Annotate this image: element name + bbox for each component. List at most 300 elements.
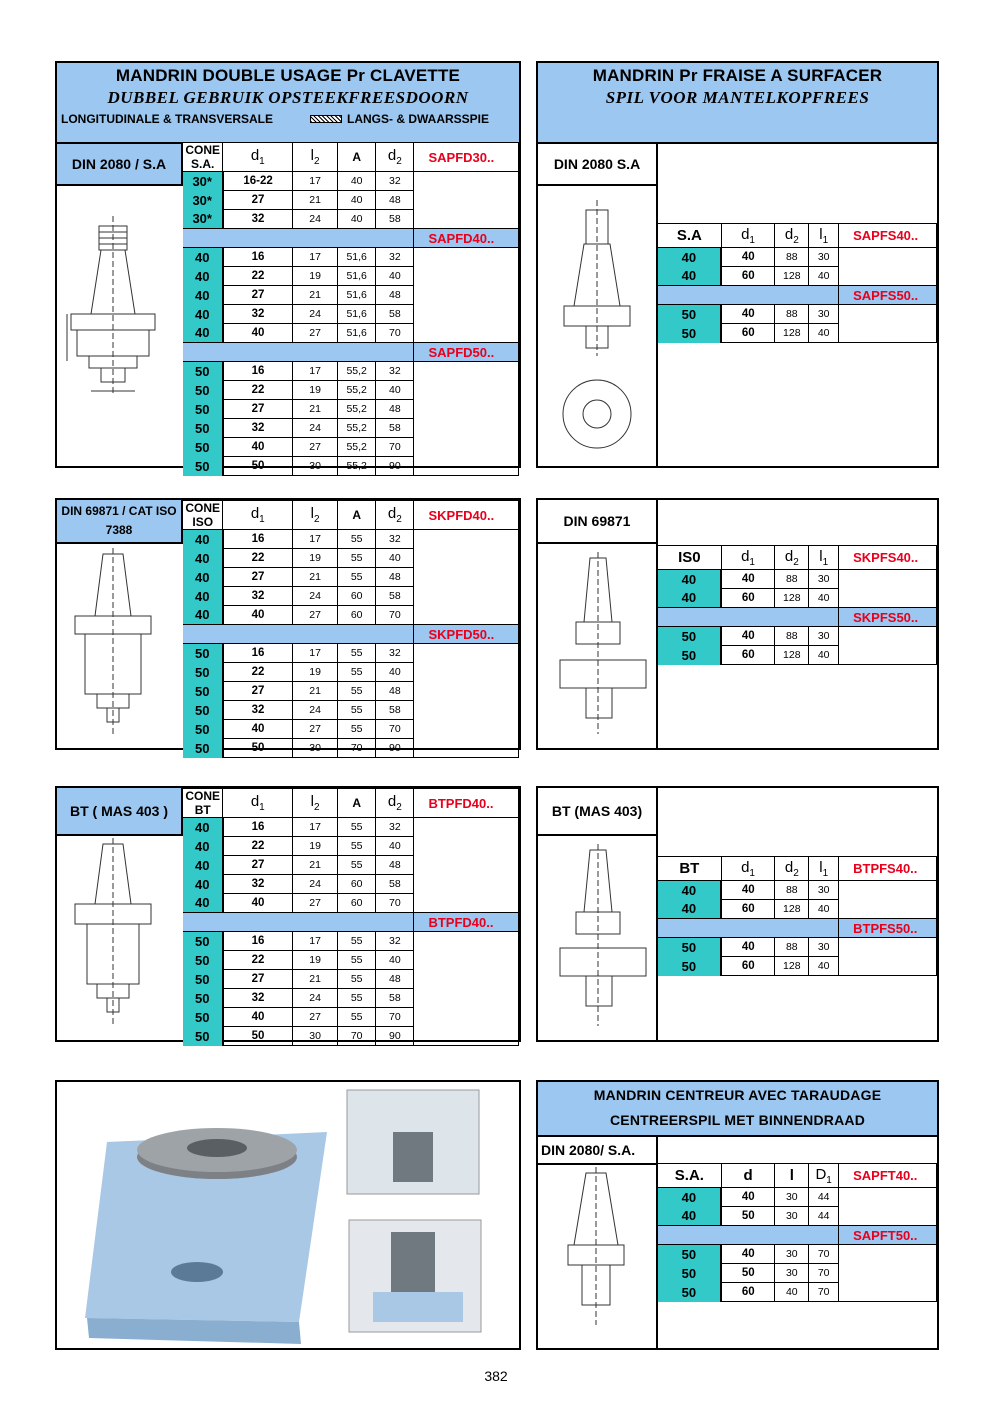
panel-header [57,63,519,144]
col-D1: $D_1$ [809,1164,839,1188]
cone-cell: 40 [183,856,223,875]
value-cell: 51,6 [338,267,376,286]
value-cell: 24 [293,587,338,606]
table-btpfs [657,856,937,976]
value-cell: 40 [338,172,376,191]
cone-cell: 50 [183,419,223,438]
product-code: SAPFD40.. [414,229,519,248]
empty-cell [839,881,937,919]
value-cell: 40 [809,957,839,976]
col-header: CONE BT [183,789,223,818]
cone-cell: 40 [183,248,223,267]
value-cell: 17 [293,530,338,549]
table-row [183,530,519,549]
cone-cell: 40 [183,606,223,625]
d1-cell: 27 [223,970,293,989]
value-cell: 55 [338,951,376,970]
d1-cell: 50 [223,457,293,476]
value-cell: 58 [376,305,414,324]
col-header: A [338,501,376,530]
table-row [183,932,519,951]
d1-cell: 32 [223,989,293,1008]
cone-cell: 50 [183,989,223,1008]
value-cell: 24 [293,701,338,720]
table-row [658,627,937,646]
cone-cell: 50 [183,1027,223,1046]
group-separator [183,913,414,932]
table-row [658,1188,937,1207]
value-cell: 40 [376,267,414,286]
d1-cell: 50 [721,1264,775,1283]
cone-cell: 30* [183,172,223,191]
note-right: LANGS- & DWAARSSPIE [347,112,490,126]
value-cell: 19 [293,837,338,856]
value-cell: 48 [376,286,414,305]
col-header: d [721,1164,775,1188]
product-code: SAPFS50.. [839,286,937,305]
table-row [658,938,937,957]
value-cell: 24 [293,210,338,229]
value-cell: 58 [376,701,414,720]
cone-cell: 30* [183,210,223,229]
value-cell: 27 [293,720,338,739]
value-cell: 70 [376,606,414,625]
value-cell: 40 [809,267,839,286]
value-cell: 58 [376,989,414,1008]
d1-cell: 16 [223,248,293,267]
col-header: S.A [658,224,722,248]
value-cell: 55,2 [338,438,376,457]
value-cell: 90 [376,739,414,758]
product-code: SAPFT40.. [839,1164,937,1188]
value-cell: 55 [338,837,376,856]
col-d2: $d_2$ [775,857,809,881]
value-cell: 19 [293,663,338,682]
d1-cell: 22 [223,951,293,970]
cone-cell: 40 [658,1207,722,1226]
d1-cell: 32 [223,419,293,438]
cone-cell: 50 [183,739,223,758]
value-cell: 55 [338,549,376,568]
group-separator [183,229,414,248]
panel-header [538,1082,937,1137]
panel-subtitle: DUBBEL GEBRUIK OPSTEEKFREESDOORN [107,88,469,107]
empty-cell [839,1188,937,1226]
d1-cell: 22 [223,381,293,400]
spec-label: BT (MAS 403) [538,788,658,836]
value-cell: 55 [338,1008,376,1027]
table-row [183,644,519,663]
value-cell: 21 [293,286,338,305]
value-cell: 21 [293,970,338,989]
col-d2: $d_2$ [775,224,809,248]
table-row [658,881,937,900]
cone-cell: 50 [658,1264,722,1283]
value-cell: 48 [376,682,414,701]
cone-cell: 40 [183,286,223,305]
cone-cell: 50 [658,324,722,343]
cone-cell: 40 [658,248,722,267]
empty-cell [839,305,937,343]
value-cell: 27 [293,1008,338,1027]
value-cell: 27 [293,438,338,457]
cone-cell: 40 [658,267,722,286]
value-cell: 30 [775,1245,809,1264]
col-d2: $d_2$ [376,143,414,172]
col-header: CONE S.A. [183,143,223,172]
product-code: BTPFD40.. [414,789,519,818]
d1-cell: 60 [721,900,775,919]
value-cell: 55 [338,932,376,951]
d1-cell: 22 [223,663,293,682]
col-header: l [775,1164,809,1188]
cone-cell: 30* [183,191,223,210]
spec-label: BT ( MAS 403 ) [57,788,183,836]
page-number: 382 [484,1368,508,1384]
value-cell: 128 [775,324,809,343]
col-l1: $l_1$ [809,546,839,570]
product-code: BTPFD40.. [414,913,519,932]
value-cell: 40 [809,900,839,919]
value-cell: 128 [775,589,809,608]
value-cell: 30 [809,305,839,324]
cone-cell: 40 [183,267,223,286]
table-row [658,1245,937,1264]
cone-cell: 50 [183,381,223,400]
empty-cell [839,248,937,286]
cone-cell: 40 [183,875,223,894]
value-cell: 88 [775,938,809,957]
value-cell: 88 [775,305,809,324]
group-separator [183,343,414,362]
product-code: SKPFS50.. [839,608,937,627]
hatch-icon [310,115,342,123]
value-cell: 30 [775,1264,809,1283]
value-cell: 128 [775,957,809,976]
tool-drawing [57,836,183,1040]
value-cell: 32 [376,932,414,951]
cone-cell: 40 [183,587,223,606]
value-cell: 55 [338,568,376,587]
value-cell: 30 [293,739,338,758]
value-cell: 55 [338,856,376,875]
d1-cell: 40 [721,627,775,646]
tool-drawing [538,836,658,1040]
d1-cell: 40 [721,938,775,957]
d1-cell: 16 [223,818,293,837]
cone-cell: 40 [183,530,223,549]
table-row [658,248,937,267]
product-code: SKPFD40.. [414,501,519,530]
value-cell: 30 [293,457,338,476]
d1-cell: 22 [223,837,293,856]
col-d2: $d_2$ [775,546,809,570]
value-cell: 55 [338,644,376,663]
value-cell: 55 [338,530,376,549]
value-cell: 51,6 [338,286,376,305]
value-cell: 88 [775,627,809,646]
table-skpfs [657,545,937,665]
col-d1: $d_1$ [721,546,775,570]
d1-cell: 27 [223,568,293,587]
value-cell: 40 [376,381,414,400]
product-code: BTPFS40.. [839,857,937,881]
d1-cell: 50 [721,1207,775,1226]
product-code: SAPFD50.. [414,343,519,362]
value-cell: 128 [775,646,809,665]
value-cell: 88 [775,570,809,589]
value-cell: 70 [376,894,414,913]
cone-cell: 50 [183,438,223,457]
d1-cell: 27 [223,400,293,419]
value-cell: 51,6 [338,248,376,267]
panel-title: MANDRIN DOUBLE USAGE Pr CLAVETTE [115,66,461,85]
value-cell: 30 [809,938,839,957]
value-cell: 30 [293,1027,338,1046]
d1-cell: 60 [721,324,775,343]
d1-cell: 32 [223,587,293,606]
spec-label: DIN 69871 [538,500,658,544]
cone-cell: 50 [658,1245,722,1264]
col-d1: $d_1$ [223,501,293,530]
value-cell: 40 [809,646,839,665]
d1-cell: 40 [721,1188,775,1207]
value-cell: 24 [293,875,338,894]
col-d1: $d_1$ [223,143,293,172]
value-cell: 32 [376,818,414,837]
product-code: SKPFD50.. [414,625,519,644]
d1-cell: 40 [223,1008,293,1027]
value-cell: 40 [376,837,414,856]
value-cell: 58 [376,587,414,606]
value-cell: 55 [338,970,376,989]
value-cell: 88 [775,881,809,900]
value-cell: 21 [293,856,338,875]
table-row [183,248,519,267]
value-cell: 30 [809,881,839,900]
value-cell: 48 [376,568,414,587]
tool-drawing [538,544,658,748]
value-cell: 55,2 [338,381,376,400]
value-cell: 32 [376,248,414,267]
empty-cell [414,172,519,229]
value-cell: 70 [376,438,414,457]
d1-cell: 40 [223,894,293,913]
value-cell: 70 [809,1245,839,1264]
value-cell: 70 [338,1027,376,1046]
spec-label: DIN 2080/ S.A. [538,1137,658,1165]
value-cell: 17 [293,248,338,267]
value-cell: 90 [376,1027,414,1046]
table-sapft [657,1163,937,1302]
empty-cell [414,248,519,343]
value-cell: 55 [338,663,376,682]
cone-cell: 50 [183,644,223,663]
d1-cell: 60 [721,1283,775,1302]
value-cell: 60 [338,894,376,913]
value-cell: 40 [376,549,414,568]
value-cell: 48 [376,856,414,875]
value-cell: 30 [809,248,839,267]
value-cell: 90 [376,457,414,476]
col-d1: $d_1$ [223,789,293,818]
d1-cell: 40 [223,438,293,457]
cone-cell: 40 [183,818,223,837]
value-cell: 40 [809,324,839,343]
cone-cell: 50 [183,720,223,739]
d1-cell: 40 [223,720,293,739]
spec-label: DIN 69871 / CAT ISO 7388 [57,500,183,544]
col-d2: $d_2$ [376,789,414,818]
empty-cell [414,932,519,1046]
value-cell: 51,6 [338,324,376,343]
cone-cell: 50 [658,646,722,665]
col-l2: $l_2$ [293,143,338,172]
empty-cell [839,570,937,608]
value-cell: 17 [293,818,338,837]
value-cell: 55,2 [338,419,376,438]
empty-cell [414,644,519,758]
col-d1: $d_1$ [721,857,775,881]
group-separator [183,625,414,644]
value-cell: 40 [338,210,376,229]
table-row [183,172,519,191]
value-cell: 32 [376,530,414,549]
panel-title: MANDRIN Pr FRAISE A SURFACER [592,66,883,85]
value-cell: 21 [293,400,338,419]
value-cell: 128 [775,267,809,286]
table-row [658,570,937,589]
col-d2: $d_2$ [376,501,414,530]
value-cell: 21 [293,191,338,210]
value-cell: 24 [293,989,338,1008]
cone-cell: 40 [658,570,722,589]
cone-cell: 40 [658,589,722,608]
cone-cell: 50 [658,305,722,324]
product-code: SKPFS40.. [839,546,937,570]
table-skpfd [182,500,519,758]
d1-cell: 32 [223,701,293,720]
value-cell: 55 [338,682,376,701]
value-cell: 70 [809,1264,839,1283]
value-cell: 27 [293,606,338,625]
value-cell: 21 [293,682,338,701]
d1-cell: 32 [223,210,293,229]
note-left: LONGITUDINALE & TRANSVERSALE [61,112,274,126]
col-l2: $l_2$ [293,789,338,818]
value-cell: 30 [809,627,839,646]
cone-cell: 50 [658,627,722,646]
product-code: SAPFT50.. [839,1226,937,1245]
d1-cell: 32 [223,875,293,894]
d1-cell: 22 [223,267,293,286]
d1-cell: 40 [721,305,775,324]
cone-cell: 40 [183,568,223,587]
value-cell: 17 [293,172,338,191]
tool-drawing [57,544,183,748]
table-row [183,818,519,837]
col-header: CONE ISO [183,501,223,530]
d1-cell: 40 [721,1245,775,1264]
d1-cell: 40 [721,881,775,900]
value-cell: 27 [293,324,338,343]
value-cell: 30 [809,570,839,589]
spec-label: DIN 2080 / S.A [57,144,183,186]
value-cell: 40 [809,589,839,608]
empty-cell [839,938,937,976]
cone-cell: 40 [658,1188,722,1207]
d1-cell: 40 [721,570,775,589]
group-separator [658,1226,839,1245]
value-cell: 17 [293,362,338,381]
tool-drawing [57,186,183,466]
cone-cell: 50 [183,362,223,381]
d1-cell: 16 [223,362,293,381]
d1-cell: 60 [721,267,775,286]
d1-cell: 16 [223,644,293,663]
d1-cell: 16 [223,932,293,951]
value-cell: 51,6 [338,305,376,324]
panel-header [538,63,937,144]
product-code: SAPFS40.. [839,224,937,248]
col-header: A [338,143,376,172]
group-separator [658,608,839,627]
cone-cell: 50 [183,951,223,970]
d1-cell: 50 [223,1027,293,1046]
value-cell: 55,2 [338,362,376,381]
value-cell: 21 [293,568,338,587]
col-l2: $l_2$ [293,501,338,530]
value-cell: 44 [809,1188,839,1207]
value-cell: 55 [338,701,376,720]
panel-title: MANDRIN CENTREUR AVEC TARAUDAGE [593,1087,882,1103]
tool-drawing [538,186,658,466]
value-cell: 19 [293,267,338,286]
cone-cell: 50 [183,932,223,951]
value-cell: 55 [338,818,376,837]
empty-cell [839,627,937,665]
cone-cell: 50 [183,400,223,419]
value-cell: 58 [376,419,414,438]
value-cell: 30 [775,1207,809,1226]
value-cell: 24 [293,419,338,438]
value-cell: 27 [293,894,338,913]
value-cell: 60 [338,606,376,625]
cone-cell: 50 [183,682,223,701]
cone-cell: 40 [658,881,722,900]
d1-cell: 60 [721,646,775,665]
d1-cell: 40 [223,324,293,343]
value-cell: 70 [376,1008,414,1027]
cone-cell: 50 [183,970,223,989]
d1-cell: 27 [223,191,293,210]
cone-cell: 40 [658,900,722,919]
value-cell: 48 [376,400,414,419]
value-cell: 55,2 [338,400,376,419]
value-cell: 32 [376,172,414,191]
cone-cell: 50 [183,1008,223,1027]
spec-label: DIN 2080 S.A [538,144,658,186]
value-cell: 70 [376,720,414,739]
col-header: A [338,789,376,818]
cone-cell: 40 [183,894,223,913]
value-cell: 70 [376,324,414,343]
value-cell: 58 [376,210,414,229]
value-cell: 58 [376,875,414,894]
d1-cell: 32 [223,305,293,324]
value-cell: 55 [338,989,376,1008]
d1-cell: 40 [721,248,775,267]
